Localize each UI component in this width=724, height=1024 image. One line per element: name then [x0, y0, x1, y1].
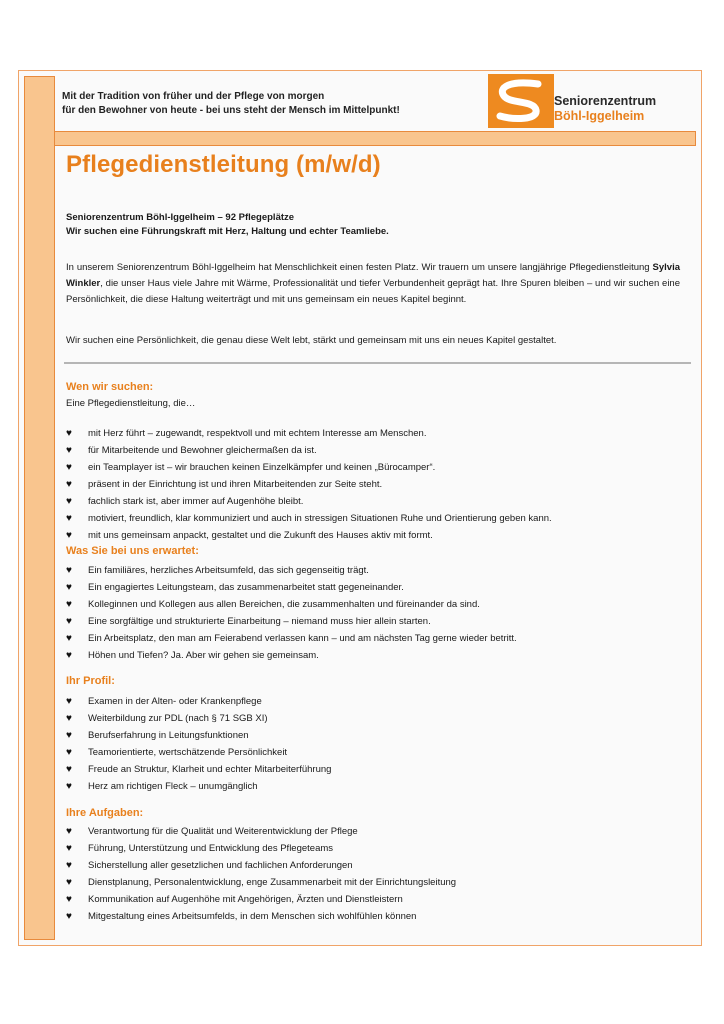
section-heading-was-sie-erwartet: Was Sie bei uns erwartet: — [66, 545, 199, 557]
list-item-text: Kolleginnen und Kollegen aus allen Bereichen, die zusammenhalten und füreinander da sind. — [88, 599, 480, 610]
list-item-text: motiviert, freundlich, klar kommuniziert und auch in stressigen Situationen Ruhe und Orientierung geben kann. — [88, 513, 552, 524]
list-ihre-aufgaben — [66, 823, 456, 925]
intro-text-end: , die unser Haus viele Jahre mit Wärme, Professionalität und tiefer Verbundenheit geprägt hat. Ihre Spuren bleiben – und wir suchen eine Persönlichkeit, die diese Haltung weiterträgt und mit uns gemeinsam ein neues Kapitel beginnt. — [66, 278, 680, 305]
list-item-text: mit Herz führt – zugewandt, respektvoll und mit echtem Interesse am Menschen. — [88, 428, 427, 439]
list-item-text: Sicherstellung aller gesetzlichen und fachlichen Anforderungen — [88, 860, 353, 871]
list-item-text: mit uns gemeinsam anpackt, gestaltet und die Zukunft des Hauses aktiv mit formt. — [88, 530, 433, 541]
intro-header — [66, 211, 680, 239]
heart-bullet-icon: ♥ — [66, 860, 72, 871]
list-item-text: Examen in der Alten- oder Krankenpflege — [88, 696, 262, 707]
section-divider — [64, 362, 691, 364]
list-item-text: Freude an Struktur, Klarheit und echter Mitarbeiterführung — [88, 764, 332, 775]
heart-bullet-icon: ♥ — [66, 894, 72, 905]
list-item-text: Ein Arbeitsplatz, den man am Feierabend verlassen kann – und am nächsten Tag gerne wieder betritt. — [88, 633, 517, 644]
heart-bullet-icon: ♥ — [66, 479, 72, 490]
heart-bullet-icon: ♥ — [66, 747, 72, 758]
heart-bullet-icon: ♥ — [66, 445, 72, 456]
list-item — [66, 476, 552, 493]
list-item-text: Teamorientierte, wertschätzende Persönlichkeit — [88, 747, 288, 758]
list-item — [66, 727, 331, 744]
heart-bullet-icon: ♥ — [66, 616, 72, 627]
list-item-text: Führung, Unterstützung und Entwicklung des Pflegeteams — [88, 843, 334, 854]
heart-bullet-icon: ♥ — [66, 496, 72, 507]
intro-paragraph — [66, 260, 680, 308]
heart-bullet-icon: ♥ — [66, 696, 72, 707]
list-item-text: für Mitarbeitende und Bewohner gleichermaßen da ist. — [88, 445, 317, 456]
heart-bullet-icon: ♥ — [66, 843, 72, 854]
heart-bullet-icon: ♥ — [66, 650, 72, 661]
list-item — [66, 744, 331, 761]
list-item-text: Ein familiäres, herzliches Arbeitsumfeld, das sich gegenseitig trägt. — [88, 565, 369, 576]
logo-line-1: Seniorenzentrum — [554, 94, 657, 108]
tagline-line-1: Mit der Tradition von früher und der Pflege von morgen — [62, 91, 325, 102]
list-item-text: Weiterbildung zur PDL (nach § 71 SGB XI) — [88, 713, 268, 724]
section-heading-ihre-aufgaben: Ihre Aufgaben: — [66, 807, 144, 819]
logo-text — [554, 94, 656, 124]
list-item-text: Dienstplanung, Personalentwicklung, enge Zusammenarbeit mit der Einrichtungsleitung — [88, 877, 457, 888]
list-item-text: Herz am richtigen Fleck – unumgänglich — [88, 781, 258, 792]
list-item-text: Verantwortung für die Qualität und Weiterentwicklung der Pflege — [88, 826, 358, 837]
intro-tagline: Wir suchen eine Führungskraft mit Herz, Haltung und echter Teamliebe. — [66, 226, 389, 237]
heart-bullet-icon: ♥ — [66, 826, 72, 837]
intro-paragraph-2: Wir suchen eine Persönlichkeit, die genau diese Welt lebt, stärkt und gemeinsam mit uns ein neues Kapitel gestaltet. — [66, 335, 557, 346]
heart-bullet-icon: ♥ — [66, 764, 72, 775]
list-item — [66, 613, 517, 630]
heart-bullet-icon: ♥ — [66, 513, 72, 524]
heart-bullet-icon: ♥ — [66, 911, 72, 922]
heart-bullet-icon: ♥ — [66, 599, 72, 610]
intro-name: Sylvia Winkler — [66, 262, 680, 289]
list-item — [66, 425, 552, 442]
logo-mark — [488, 74, 554, 128]
orange-side-bar — [24, 76, 55, 940]
list-item-text: Eine sorgfältige und strukturierte Einarbeitung – niemand muss hier allein starten. — [88, 616, 431, 627]
list-item — [66, 527, 552, 544]
list-item — [66, 874, 456, 891]
list-item — [66, 761, 331, 778]
list-item — [66, 579, 517, 596]
heart-bullet-icon: ♥ — [66, 781, 72, 792]
heart-bullet-icon: ♥ — [66, 713, 72, 724]
list-item — [66, 442, 552, 459]
intro-facility-line: Seniorenzentrum Böhl-Iggelheim – 92 Pflegeplätze — [66, 212, 295, 223]
heart-bullet-icon: ♥ — [66, 428, 72, 439]
list-item — [66, 840, 456, 857]
list-item-text: Berufserfahrung in Leitungsfunktionen — [88, 730, 249, 741]
list-item — [66, 647, 517, 664]
list-wen-wir-suchen — [66, 425, 552, 544]
section-subheading: Eine Pflegedienstleitung, die… — [66, 398, 196, 409]
heart-bullet-icon: ♥ — [66, 530, 72, 541]
list-item — [66, 710, 331, 727]
heart-bullet-icon: ♥ — [66, 633, 72, 644]
heart-bullet-icon: ♥ — [66, 877, 72, 888]
list-item — [66, 891, 456, 908]
list-ihr-profil — [66, 693, 331, 795]
section-heading-ihr-profil: Ihr Profil: — [66, 675, 115, 687]
list-was-sie-erwartet — [66, 562, 517, 664]
list-item — [66, 823, 456, 840]
heart-bullet-icon: ♥ — [66, 462, 72, 473]
logo-line-2: Böhl-Iggelheim — [554, 109, 645, 123]
logo-s-icon — [488, 74, 554, 128]
tagline-line-2: für den Bewohner von heute - bei uns steht der Mensch im Mittelpunkt! — [62, 105, 400, 116]
list-item — [66, 459, 552, 476]
orange-header-band — [55, 131, 696, 146]
list-item — [66, 778, 331, 795]
section-heading-wen-wir-suchen: Wen wir suchen: — [66, 381, 154, 393]
heart-bullet-icon: ♥ — [66, 582, 72, 593]
list-item — [66, 693, 331, 710]
list-item — [66, 596, 517, 613]
heart-bullet-icon: ♥ — [66, 730, 72, 741]
list-item-text: Kommunikation auf Augenhöhe mit Angehörigen, Ärzten und Dienstleistern — [88, 894, 403, 905]
list-item-text: ein Teamplayer ist – wir brauchen keinen Einzelkämpfer und keinen „Bürocamper“. — [88, 462, 436, 473]
list-item — [66, 908, 456, 925]
list-item-text: präsent in der Einrichtung ist und ihren Mitarbeitenden zur Seite steht. — [88, 479, 383, 490]
list-item-text: fachlich stark ist, aber immer auf Augenhöhe bleibt. — [88, 496, 304, 507]
list-item-text: Mitgestaltung eines Arbeitsumfelds, in dem Menschen sich wohlfühlen können — [88, 911, 417, 922]
list-item — [66, 562, 517, 579]
list-item-text: Höhen und Tiefen? Ja. Aber wir gehen sie gemeinsam. — [88, 650, 319, 661]
list-item — [66, 510, 552, 527]
list-item — [66, 630, 517, 647]
list-item — [66, 493, 552, 510]
page-title: Pflegedienstleitung (m/w/d) — [66, 151, 381, 178]
intro-text-start: In unserem Seniorenzentrum Böhl-Iggelheim hat Menschlichkeit einen festen Platz. Wir trauern um unsere langjährige Pflegedienstleitung — [66, 262, 653, 273]
heart-bullet-icon: ♥ — [66, 565, 72, 576]
list-item — [66, 857, 456, 874]
list-item-text: Ein engagiertes Leitungsteam, das zusammenarbeitet statt gegeneinander. — [88, 582, 404, 593]
header-tagline — [62, 90, 462, 118]
